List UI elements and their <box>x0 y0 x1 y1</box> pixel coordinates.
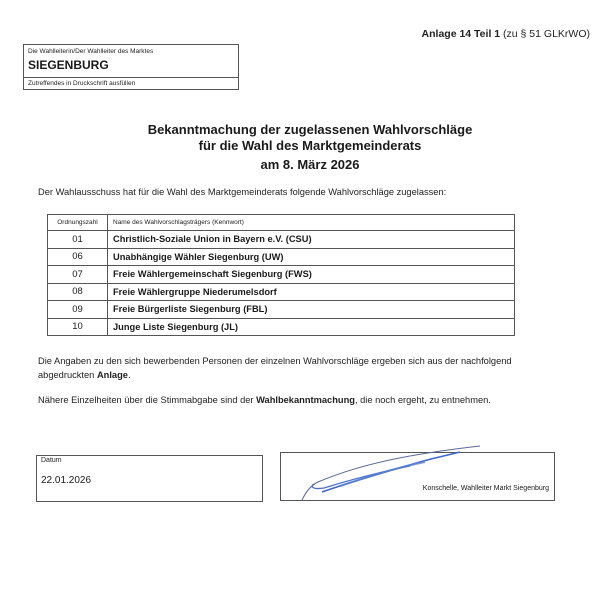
row-number: 08 <box>48 283 108 301</box>
table-row <box>48 283 515 301</box>
paragraph-text: Nähere Einzelheiten über die Stimmabgabe sind der <box>38 395 257 405</box>
office-name: SIEGENBURG <box>28 58 109 72</box>
office-hint: Zutreffendes in Druckschrift ausfüllen <box>28 80 136 87</box>
signature-stroke <box>340 462 425 486</box>
date-box <box>36 455 263 502</box>
column-header-number: Ordnungszahl <box>48 215 108 231</box>
table-row <box>48 301 515 319</box>
handwritten-signature <box>300 442 490 502</box>
table-header-row <box>48 215 515 231</box>
row-number: 10 <box>48 318 108 336</box>
row-number: 09 <box>48 301 108 319</box>
row-party-name: Unabhängige Wähler Siegenburg (UW) <box>108 248 515 266</box>
table-row <box>48 318 515 336</box>
voting-info-paragraph <box>38 393 491 407</box>
paragraph-end: . <box>127 370 131 380</box>
row-number: 01 <box>48 231 108 249</box>
page-title: Bekanntmachung der zugelassenen Wahlvorschläge <box>147 122 473 137</box>
intro-text: Der Wahlausschuss hat für die Wahl des Marktgemeinderats folgende Wahlvorschläge zugelassen: <box>38 187 447 197</box>
table-row <box>48 248 515 266</box>
row-party-name: Junge Liste Siegenburg (JL) <box>108 318 515 336</box>
paragraph-emphasis: Anlage <box>96 370 128 380</box>
election-date-heading: am 8. März 2026 <box>260 157 360 172</box>
row-party-name: Freie Bürgerliste Siegenburg (FBL) <box>108 301 515 319</box>
date-label: Datum <box>41 457 62 464</box>
office-box-divider <box>24 77 238 78</box>
row-number: 06 <box>48 248 108 266</box>
row-party-name: Christlich-Soziale Union in Bayern e.V. (CSU) <box>108 231 515 249</box>
table-row <box>48 266 515 284</box>
signatory-name: Konschelle, Wahlleiter Markt Siegenburg <box>422 485 549 492</box>
date-value: 22.01.2026 <box>41 475 92 486</box>
paragraph-emphasis: Wahlbekanntmachung <box>256 395 355 405</box>
election-office-box <box>23 44 239 90</box>
row-party-name: Freie Wählergruppe Niederumelsdorf <box>108 283 515 301</box>
annex-reference <box>400 28 590 40</box>
paragraph-end: , die noch ergeht, zu entnehmen. <box>354 395 491 405</box>
column-header-name: Name des Wahlvorschlagsträgers (Kennwort) <box>108 215 515 231</box>
row-party-name: Freie Wählergemeinschaft Siegenburg (FWS) <box>108 266 515 284</box>
candidates-info-paragraph <box>38 354 568 382</box>
paragraph-text: Die Angaben zu den sich bewerbenden Personen der einzelnen Wahlvorschläge ergeben sich aus der nachfolgend abgedruckten <box>38 356 512 380</box>
table-row <box>48 231 515 249</box>
office-label: Die Wahlleiterin/Der Wahlleiter des Marktes <box>28 48 154 55</box>
page-subtitle: für die Wahl des Marktgemeinderats <box>198 138 422 153</box>
nominations-table <box>47 214 515 336</box>
annex-law-reference: (zu § 51 GLKrWO) <box>503 28 590 40</box>
row-number: 07 <box>48 266 108 284</box>
annex-label: Anlage 14 Teil 1 <box>421 28 501 40</box>
